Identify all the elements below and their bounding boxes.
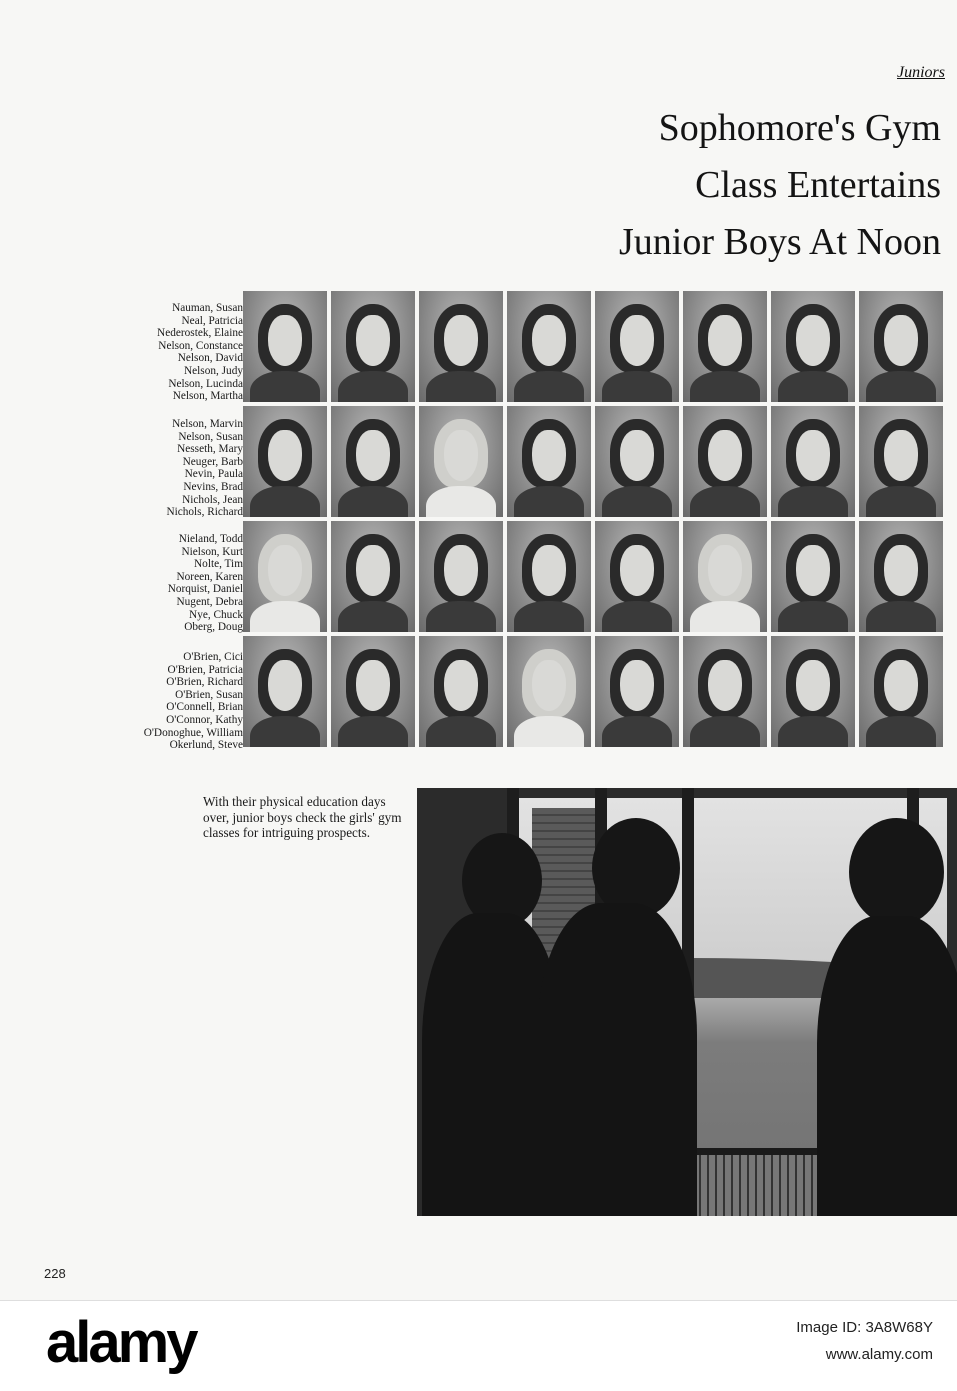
student-name: Nederostek, Elaine xyxy=(157,327,243,340)
student-name: O'Brien, Cici xyxy=(183,651,243,663)
portrait-face xyxy=(620,545,654,596)
portrait-body xyxy=(250,486,321,517)
watermark-meta xyxy=(796,1315,933,1369)
portrait-face xyxy=(708,315,742,366)
name-list-row-4 xyxy=(60,651,243,752)
portrait-body xyxy=(866,601,937,632)
student-name: Noreen, Karen xyxy=(176,570,243,583)
portrait-body xyxy=(338,716,409,747)
portrait-body xyxy=(690,486,761,517)
portrait-face xyxy=(796,660,830,711)
portrait-body xyxy=(866,716,937,747)
portrait-face xyxy=(884,315,918,366)
student-portrait xyxy=(243,636,327,747)
portrait-body xyxy=(866,486,937,517)
portrait-face xyxy=(796,545,830,596)
person-head xyxy=(849,818,944,926)
portrait-face xyxy=(268,545,302,596)
student-portrait xyxy=(419,291,503,402)
window-photo xyxy=(417,788,957,1216)
student-name: O'Brien, Patricia xyxy=(167,663,243,676)
student-portrait xyxy=(507,521,591,632)
student-name: O'Connor, Kathy xyxy=(166,713,243,726)
name-list-row-3 xyxy=(60,533,243,634)
headline-line: Class Entertains xyxy=(695,164,941,206)
student-portrait xyxy=(331,291,415,402)
portrait-face xyxy=(884,545,918,596)
portrait-face xyxy=(620,315,654,366)
portrait-body xyxy=(602,716,673,747)
portrait-body xyxy=(514,716,585,747)
portrait-body xyxy=(602,371,673,402)
portrait-face xyxy=(268,660,302,711)
portrait-body xyxy=(514,601,585,632)
portrait-face xyxy=(620,430,654,481)
portrait-body xyxy=(338,371,409,402)
portrait-face xyxy=(532,660,566,711)
portrait-body xyxy=(426,716,497,747)
name-list-row-1 xyxy=(60,302,243,403)
portrait-face xyxy=(268,315,302,366)
student-portrait xyxy=(683,636,767,747)
portrait-face xyxy=(444,430,478,481)
portrait-body xyxy=(426,371,497,402)
portrait-body xyxy=(338,486,409,517)
student-portrait xyxy=(595,291,679,402)
student-name: Nevin, Paula xyxy=(184,468,243,481)
person-silhouette xyxy=(817,916,957,1216)
portrait-face xyxy=(532,545,566,596)
headline-line: Sophomore's Gym xyxy=(658,107,941,149)
student-portrait xyxy=(595,636,679,747)
portrait-body xyxy=(338,601,409,632)
portrait-body xyxy=(250,716,321,747)
student-portrait xyxy=(859,291,943,402)
portrait-body xyxy=(778,601,849,632)
portrait-face xyxy=(796,315,830,366)
portrait-face xyxy=(796,430,830,481)
headline-line: Junior Boys At Noon xyxy=(619,221,941,263)
student-portrait xyxy=(419,521,503,632)
portrait-body xyxy=(778,716,849,747)
section-label: Juniors xyxy=(897,64,945,81)
student-name: Nelson, Marvin xyxy=(172,418,243,430)
student-portrait xyxy=(331,636,415,747)
student-portrait xyxy=(683,521,767,632)
student-portrait xyxy=(595,406,679,517)
headline xyxy=(619,100,941,271)
portrait-body xyxy=(426,486,497,517)
student-name: Nichols, Jean xyxy=(182,493,243,506)
student-name: Nelson, Martha xyxy=(172,390,243,403)
student-name: Nielson, Kurt xyxy=(181,545,243,558)
student-portrait xyxy=(243,291,327,402)
student-name: Nichols, Richard xyxy=(166,506,243,519)
portrait-face xyxy=(444,545,478,596)
portrait-body xyxy=(602,601,673,632)
student-name: Norquist, Daniel xyxy=(167,583,243,596)
person-silhouette xyxy=(537,903,697,1216)
portrait-body xyxy=(250,371,321,402)
student-portrait xyxy=(507,291,591,402)
student-portrait xyxy=(859,406,943,517)
portrait-body xyxy=(778,486,849,517)
portrait-face xyxy=(356,660,390,711)
portrait-face xyxy=(884,660,918,711)
student-name: O'Brien, Richard xyxy=(166,676,243,689)
student-portrait xyxy=(419,636,503,747)
student-portrait xyxy=(683,291,767,402)
portrait-body xyxy=(250,601,321,632)
portrait-face xyxy=(356,315,390,366)
portrait-body xyxy=(778,371,849,402)
portrait-face xyxy=(356,430,390,481)
portrait-body xyxy=(602,486,673,517)
student-portrait xyxy=(243,521,327,632)
student-portrait xyxy=(595,521,679,632)
student-portrait xyxy=(507,636,591,747)
student-name: Nieland, Todd xyxy=(178,533,243,545)
student-name: Nelson, Constance xyxy=(158,339,243,352)
portrait-body xyxy=(514,371,585,402)
student-name: Nelson, Lucinda xyxy=(168,377,243,390)
portrait-face xyxy=(884,430,918,481)
portrait-face xyxy=(532,315,566,366)
student-portrait xyxy=(243,406,327,517)
student-portrait xyxy=(331,406,415,517)
student-name: Neal, Patricia xyxy=(181,314,243,327)
portrait-body xyxy=(690,716,761,747)
student-name: O'Connell, Brian xyxy=(166,701,243,714)
portrait-face xyxy=(356,545,390,596)
name-list-row-2 xyxy=(60,418,243,519)
portrait-face xyxy=(708,430,742,481)
portrait-face xyxy=(444,660,478,711)
student-name: Nesseth, Mary xyxy=(177,443,243,456)
page-number: 228 xyxy=(44,1266,66,1281)
student-portrait xyxy=(771,521,855,632)
portrait-face xyxy=(532,430,566,481)
student-name: Okerlund, Steve xyxy=(169,739,243,752)
site-url: www.alamy.com xyxy=(825,1346,933,1363)
student-portrait xyxy=(771,291,855,402)
student-portrait xyxy=(507,406,591,517)
student-name: Nye, Chuck xyxy=(189,608,243,621)
student-name: Nolte, Tim xyxy=(194,558,243,571)
student-portrait xyxy=(859,521,943,632)
student-name: Neuger, Barb xyxy=(182,455,243,468)
photo-caption: With their physical education days over, junior boys check the girls' gym classes for intriguing prospects. xyxy=(203,794,402,841)
student-name: O'Donoghue, William xyxy=(143,726,243,739)
portrait-face xyxy=(620,660,654,711)
portrait-body xyxy=(690,371,761,402)
student-portrait xyxy=(331,521,415,632)
student-portrait xyxy=(683,406,767,517)
student-name: Nauman, Susan xyxy=(172,302,243,314)
alamy-logo: alamy xyxy=(46,1310,196,1375)
student-name: Nevins, Brad xyxy=(183,480,243,493)
student-portrait xyxy=(771,636,855,747)
portrait-face xyxy=(708,545,742,596)
portrait-grid xyxy=(243,291,943,747)
portrait-face xyxy=(268,430,302,481)
student-portrait xyxy=(771,406,855,517)
student-name: Nelson, David xyxy=(177,352,243,365)
portrait-body xyxy=(690,601,761,632)
image-id: Image ID: 3A8W68Y xyxy=(796,1319,933,1336)
student-name: Oberg, Doug xyxy=(184,621,243,634)
student-name: Nelson, Judy xyxy=(184,364,243,377)
portrait-body xyxy=(426,601,497,632)
student-name: Nelson, Susan xyxy=(178,430,243,443)
student-portrait xyxy=(419,406,503,517)
portrait-face xyxy=(444,315,478,366)
student-name: O'Brien, Susan xyxy=(175,688,243,701)
portrait-face xyxy=(708,660,742,711)
student-name: Nugent, Debra xyxy=(176,595,243,608)
portrait-body xyxy=(514,486,585,517)
student-portrait xyxy=(859,636,943,747)
watermark-banner xyxy=(0,1300,957,1391)
portrait-body xyxy=(866,371,937,402)
